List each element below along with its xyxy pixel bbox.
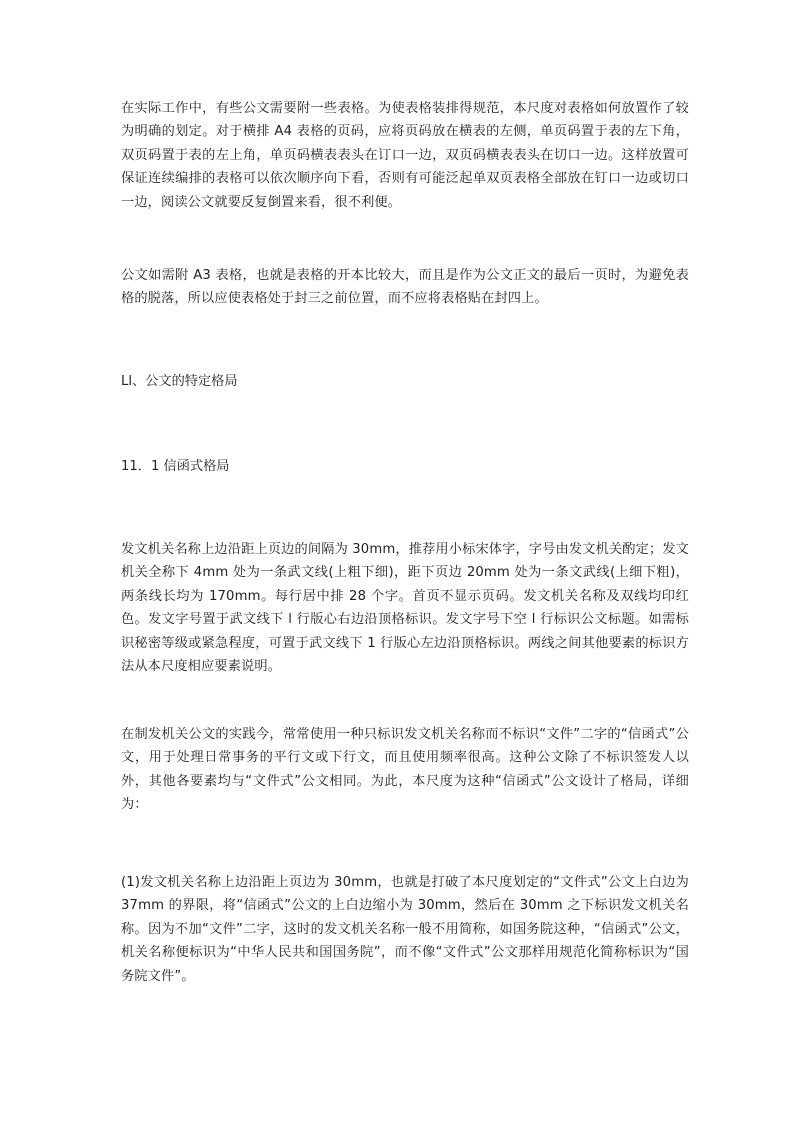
subsection-heading-letter-format: 11．1 信函式格局 [121, 459, 230, 474]
paragraph-item-1: (1)发文机关名称上边沿距上页边为 30mm，也就是打破了本尺度划定的“文件式”公文上白边为 37mm 的界限，将“信函式”公文的上白边缩小为 30mm，然后在 30mm 之下标识发文机关名称。因为不加“文件”二字，这时的发文机关名称一般不用简称，如国务院这种，“信函式”公文，机关名称便标识为“中华人民共和国国务院”，而不像“文件式”公文那样用规范化简称标识为“国务院文件”。 [121, 875, 689, 984]
paragraph-a3-table: 公文如需附 A3 表格，也就是表格的开本比较大，而且是作为公文正文的最后一页时，为避免表格的脱落，所以应使表格处于封三之前位置，而不应将表格贴在封四上。 [121, 268, 689, 307]
paragraph-letter-style-practice: 在制发机关公文的实践今，常常使用一种只标识发文机关名称而不标识“文件”二字的“信函式”公文，用于处理日常事务的平行文或下行文，而且使用频率很高。这种公文除了不标识签发人以外，其他各要素均与“文件式”公文相同。为此，本尺度为这种“信函式”公文设计了格局，详细为： [121, 727, 689, 813]
paragraph-issuer-name-spacing: 发文机关名称上边沿距上页边的间隔为 30mm，推荐用小标宋体字，字号由发文机关酌定；发文机关全称下 4mm 处为一条武文线(上粗下细)，距下页边 20mm 处为一条文武线(上细下粗)，两条线长均为 170mm。每行居中排 28 个字。首页不显示页码。发文机关名称及双线均印红色。发文字号置于武文线下 l 行版心右边沿顶格标识。发文字号下空 l 行标识公文标题。如需标识秘密等级或紧急程度，可置于武文线下 1 行版心左边沿顶格标识。两线之间其他要素的标识方法从本尺度相应要素说明。 [121, 542, 689, 675]
section-heading-specific-format: Ll、公文的特定格局 [121, 374, 238, 389]
paragraph-table-placement: 在实际工作中，有些公文需要附一些表格。为使表格装排得规范，本尺度对表格如何放置作了较为明确的划定。对于横排 A4 表格的页码，应将页码放在横表的左侧，单页码置于表的左下角，双页码置于表的左上角，单页码横表表头在订口一边，双页码横表表头在切口一边。这样放置可保证连续编排的表格可以依次顺序向下看，否则有可能泛起单双页表格全部放在钉口一边或切口一边，阅读公文就要反复倒置来看，很不利便。 [121, 101, 689, 210]
